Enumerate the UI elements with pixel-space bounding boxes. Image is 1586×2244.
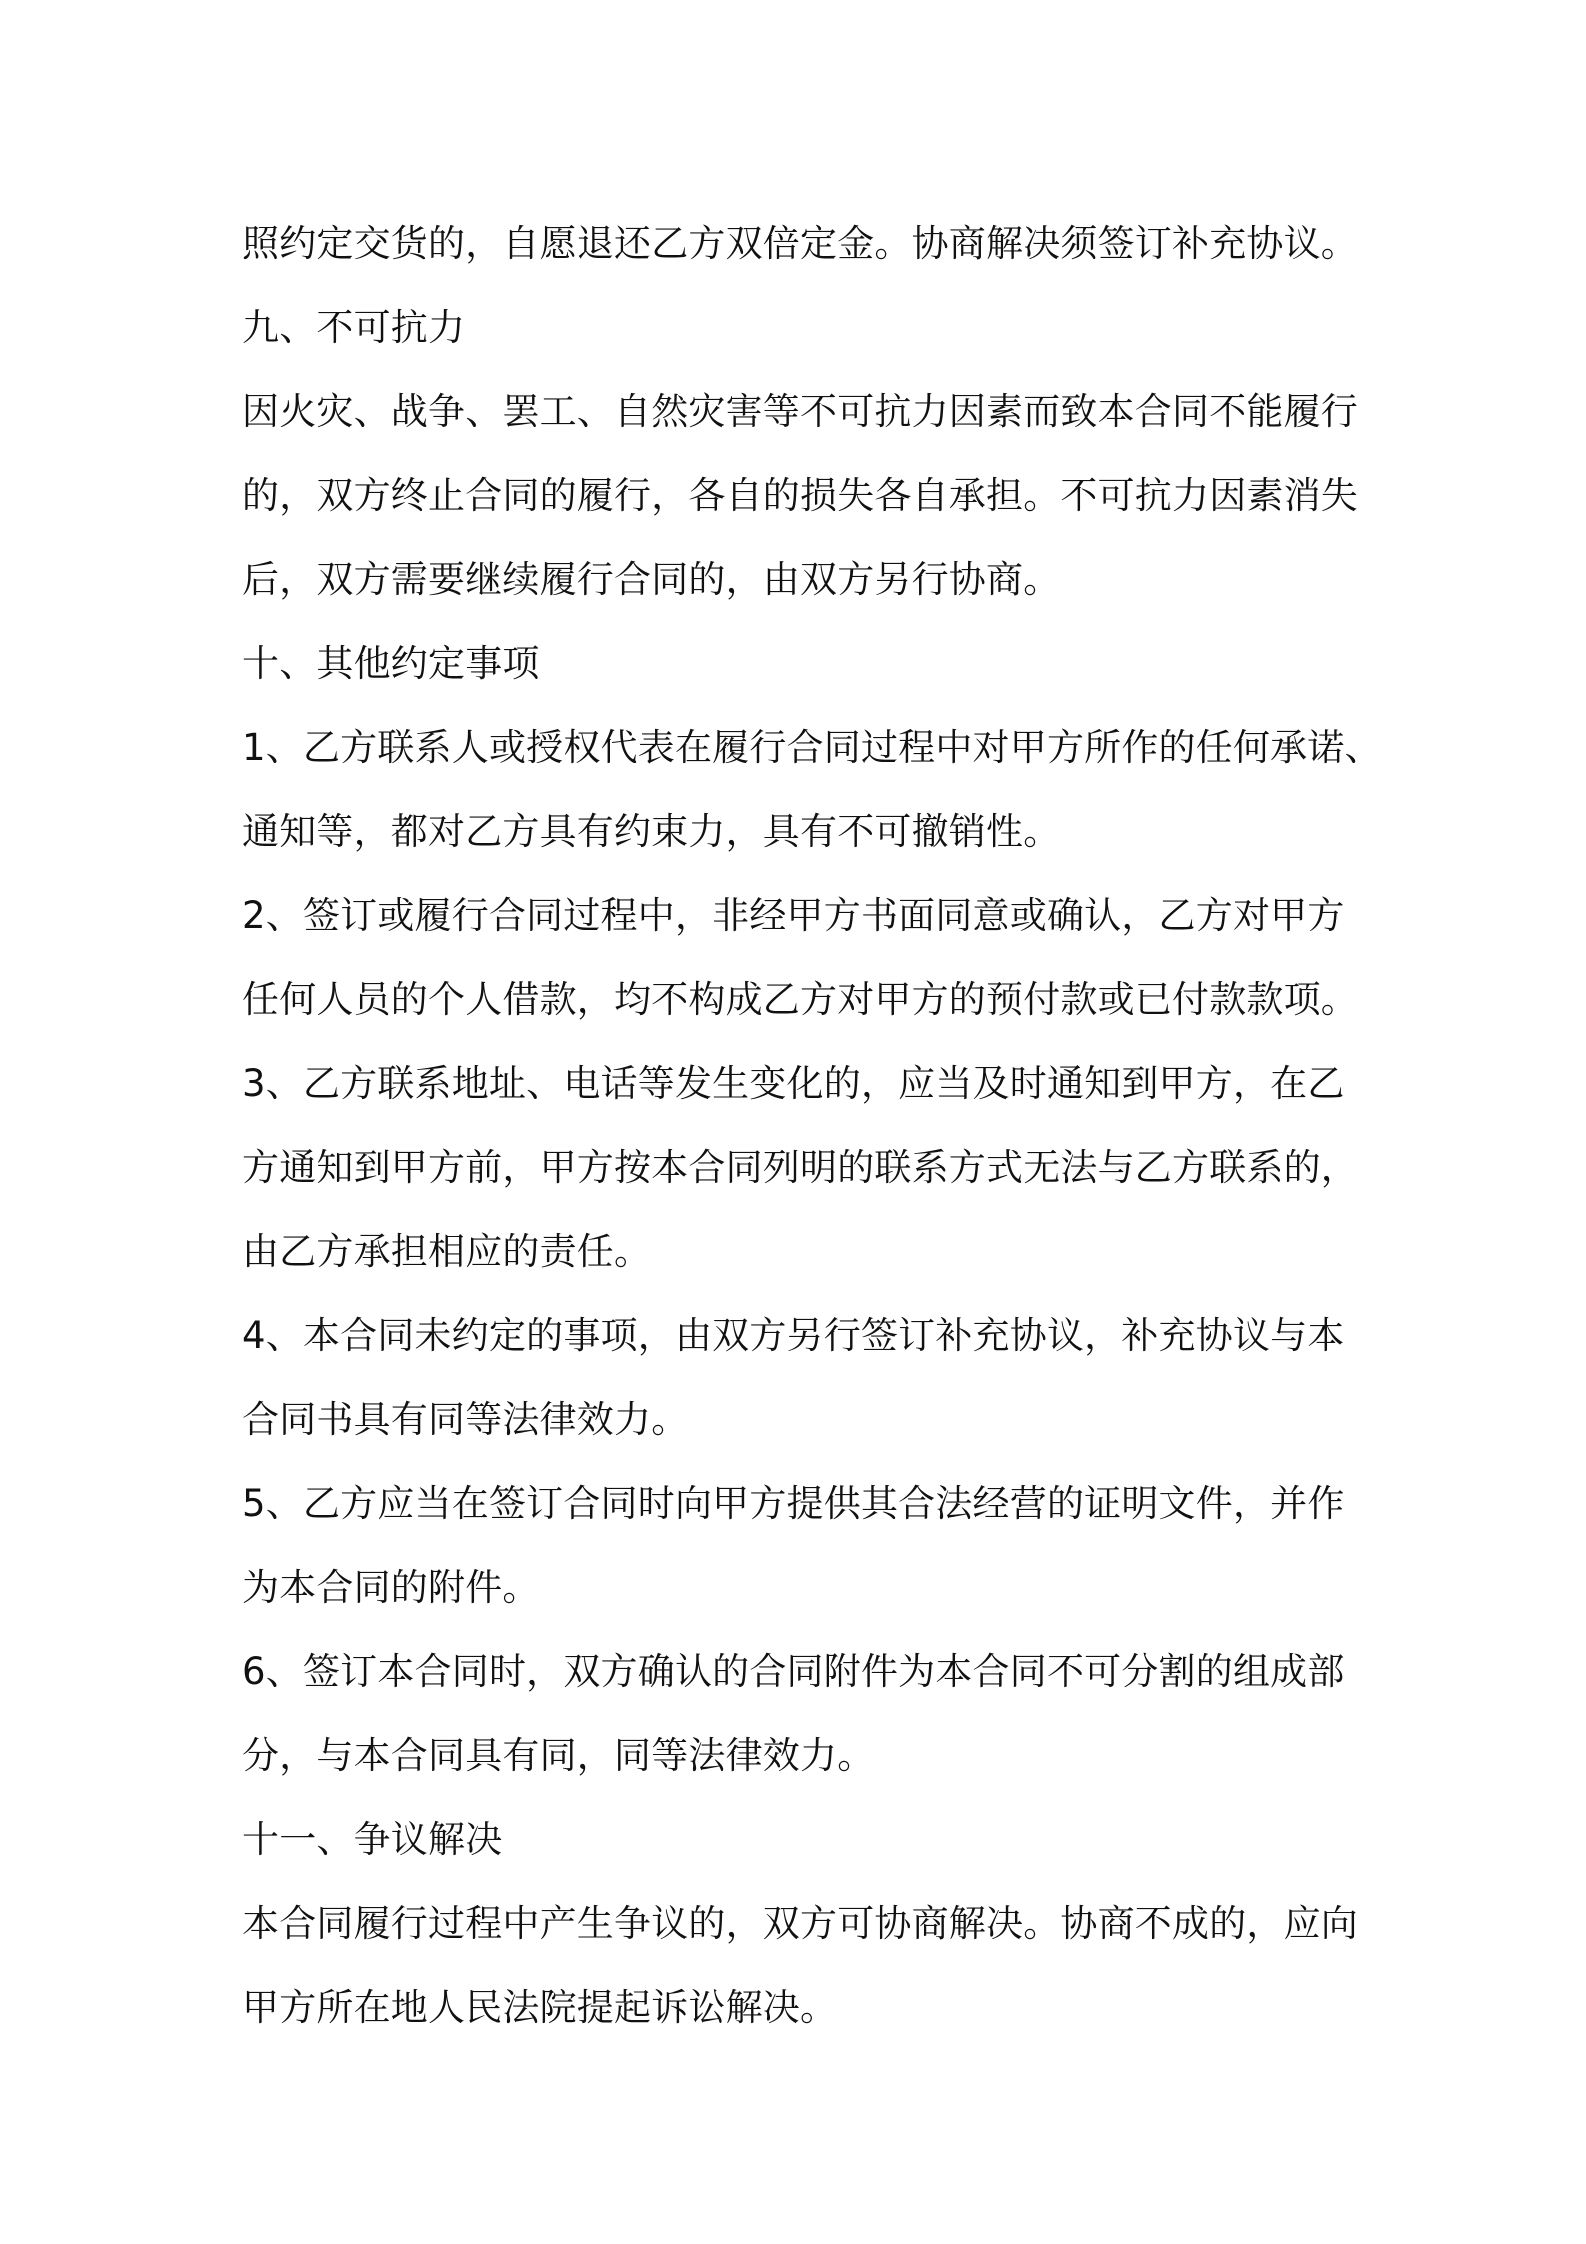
text-line-5: 后，双方需要继续履行合同的，由双方另行协商。: [242, 558, 1061, 601]
text-line-16: 5、乙方应当在签订合同时向甲方提供其合法经营的证明文件，并作: [242, 1482, 1345, 1525]
text-line-17: 为本合同的附件。: [242, 1566, 540, 1609]
section-heading-other-matters: 十、其他约定事项: [242, 642, 540, 685]
text-line-9: 2、签订或履行合同过程中，非经甲方书面同意或确认，乙方对甲方: [242, 894, 1345, 937]
text-line-7: 1、乙方联系人或授权代表在履行合同过程中对甲方所作的任何承诺、: [242, 726, 1382, 769]
text-line-3: 因火灾、战争、罢工、自然灾害等不可抗力因素而致本合同不能履行: [242, 390, 1358, 433]
text-line-11: 3、乙方联系地址、电话等发生变化的，应当及时通知到甲方，在乙: [242, 1062, 1345, 1105]
text-line-10: 任何人员的个人借款，均不构成乙方对甲方的预付款或已付款款项。: [242, 978, 1358, 1021]
text-line-12: 方通知到甲方前，甲方按本合同列明的联系方式无法与乙方联系的，: [242, 1146, 1358, 1189]
text-line-18: 6、签订本合同时，双方确认的合同附件为本合同不可分割的组成部: [242, 1650, 1345, 1693]
text-line-22: 甲方所在地人民法院提起诉讼解决。: [242, 1986, 838, 2029]
text-line-8: 通知等，都对乙方具有约束力，具有不可撤销性。: [242, 810, 1061, 853]
document-page: [242, 202, 1382, 2050]
text-line-21: 本合同履行过程中产生争议的，双方可协商解决。协商不成的，应向: [242, 1902, 1358, 1945]
text-line-13: 由乙方承担相应的责任。: [242, 1230, 652, 1273]
text-line-1: 照约定交货的，自愿退还乙方双倍定金。协商解决须签订补充协议。: [242, 222, 1358, 265]
text-line-4: 的，双方终止合同的履行，各自的损失各自承担。不可抗力因素消失: [242, 474, 1358, 517]
text-line-19: 分，与本合同具有同，同等法律效力。: [242, 1734, 875, 1777]
section-heading-force-majeure: 九、不可抗力: [242, 306, 466, 349]
text-line-15: 合同书具有同等法律效力。: [242, 1398, 689, 1441]
section-heading-dispute-resolution: 十一、争议解决: [242, 1818, 503, 1861]
text-line-14: 4、本合同未约定的事项，由双方另行签订补充协议，补充协议与本: [242, 1314, 1345, 1357]
